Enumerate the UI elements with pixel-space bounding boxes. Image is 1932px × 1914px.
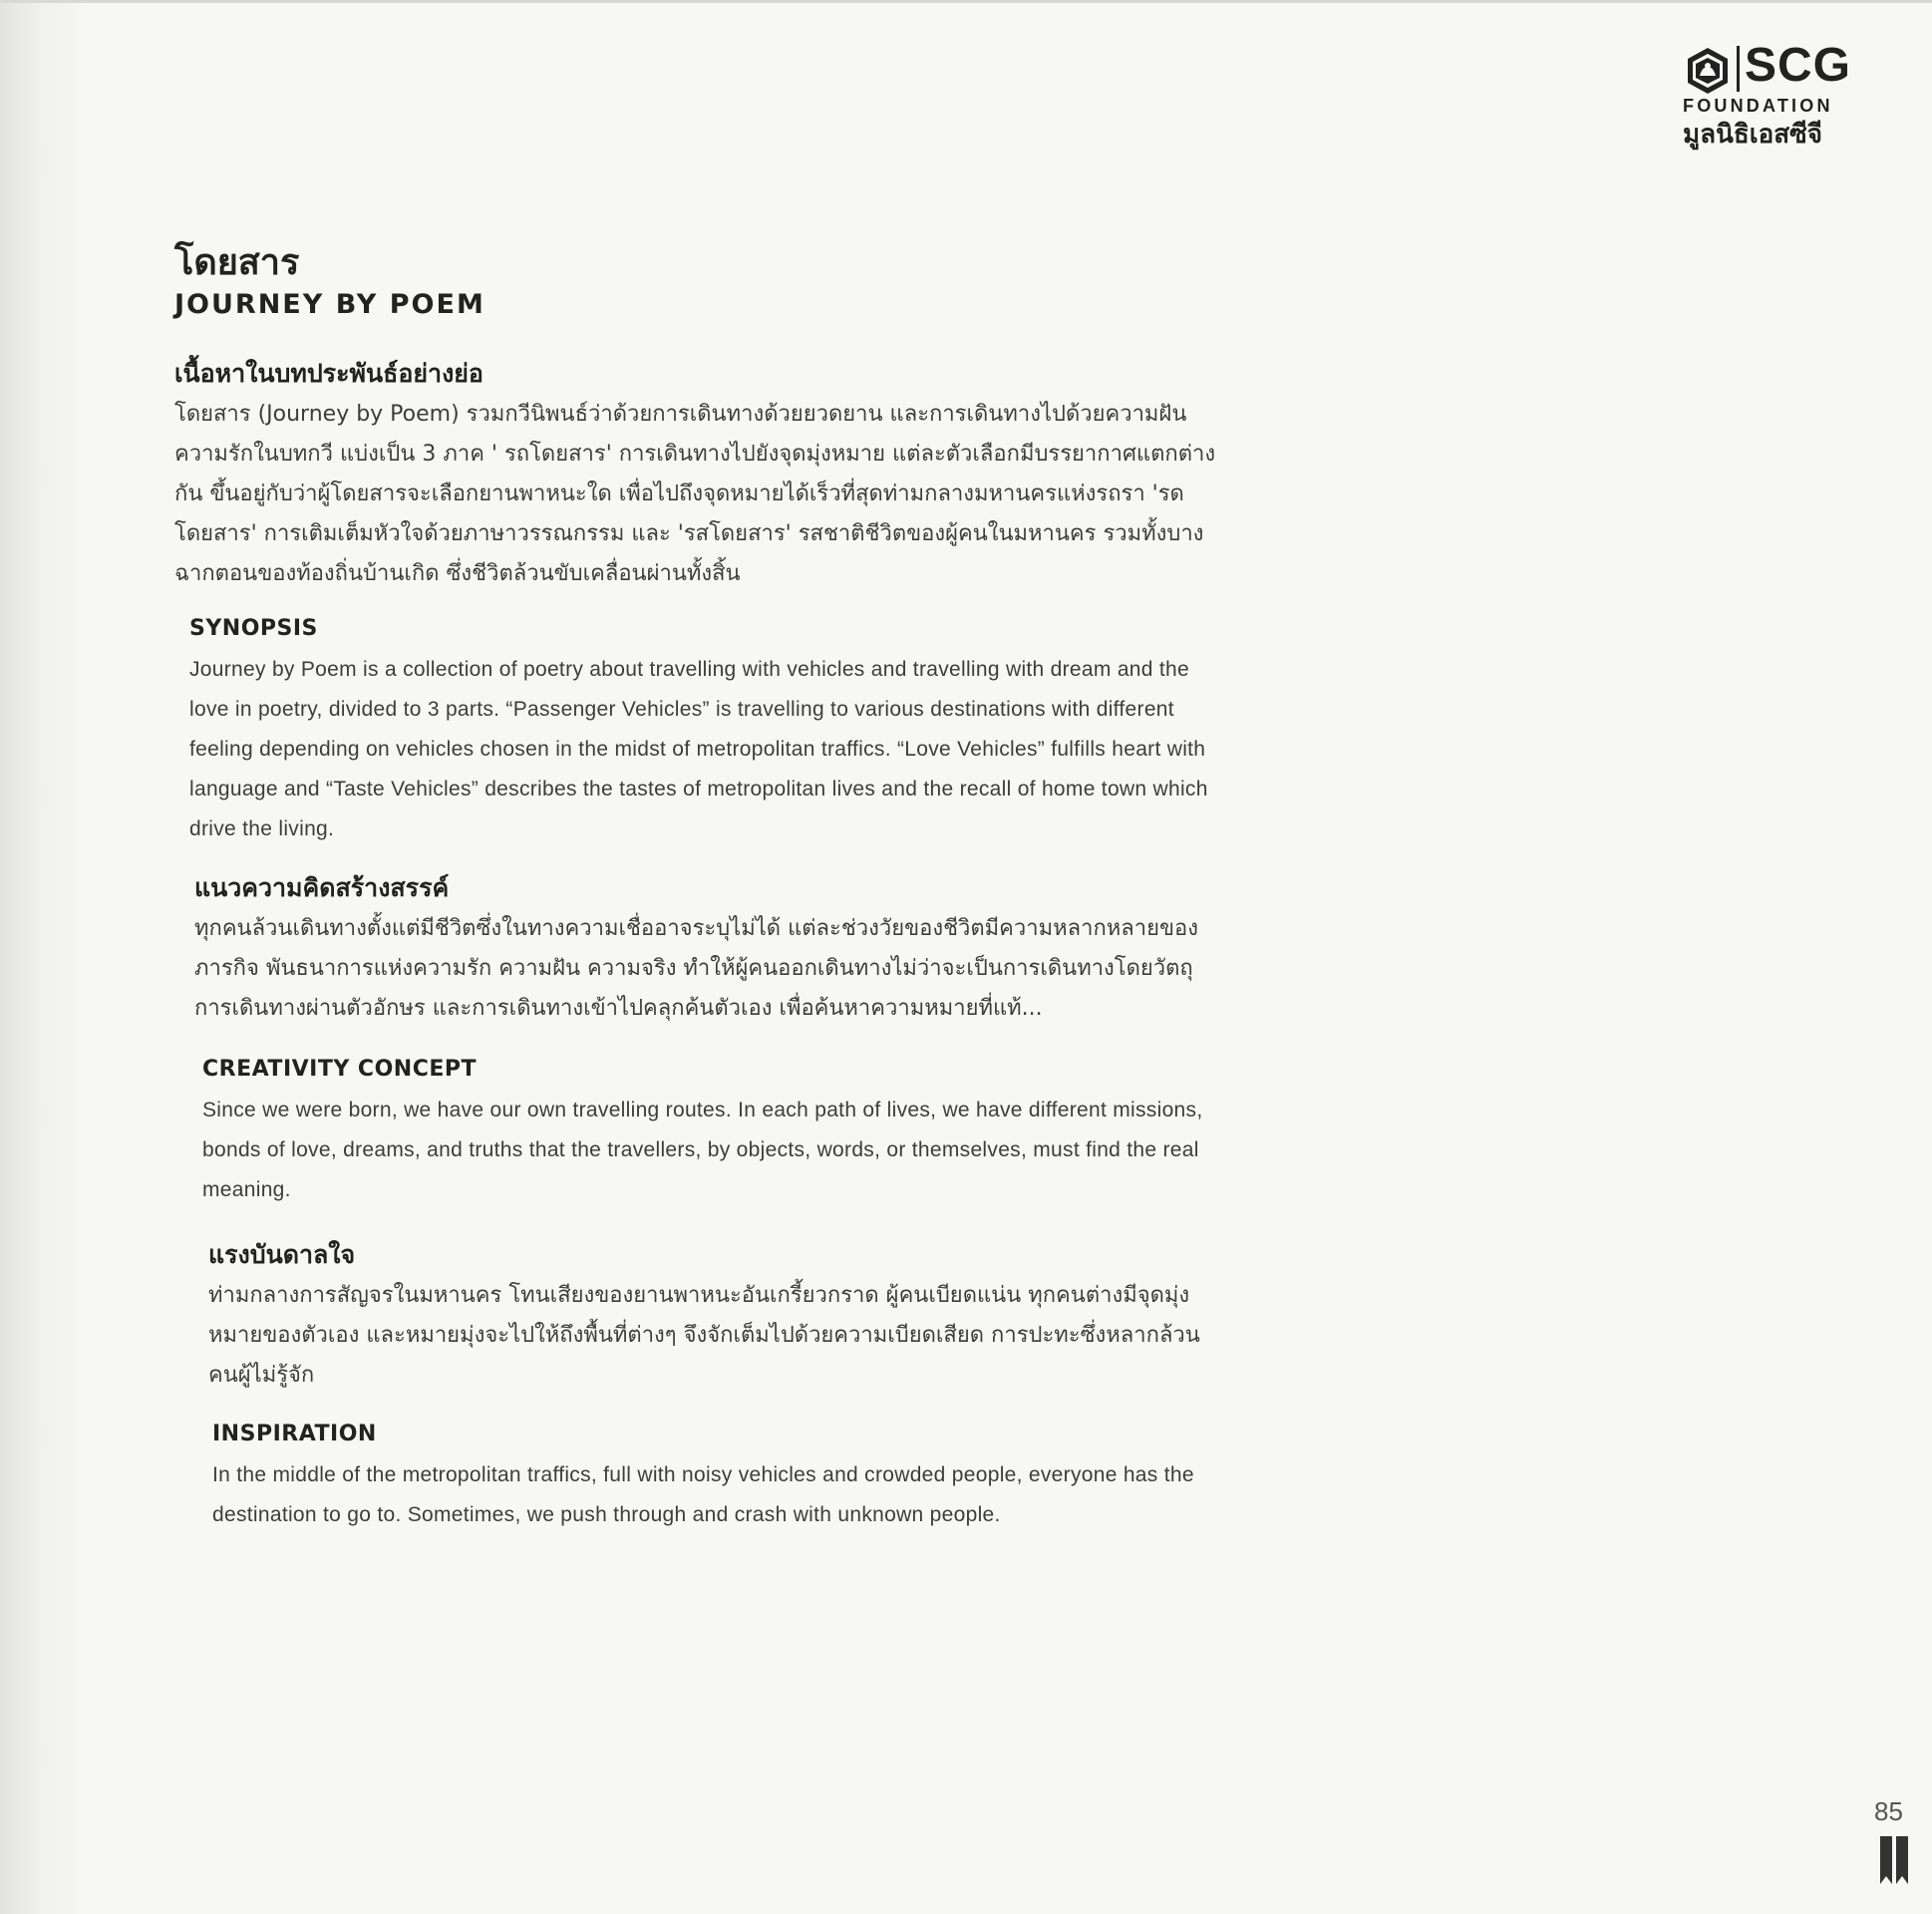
page-title-english: JOURNEY BY POEM [174, 289, 485, 320]
inspiration-thai-body: ท่ามกลางการสัญจรในมหานคร โทนเสียงของยานพาหนะอันเกรี้ยวกราด ผู้คนเบียดแน่น ทุกคนต่างมีจุดมุ่งหมายของตัวเอง และหมายมุ่งจะไปให้ถึงพื้นที่ต่างๆ จึงจักเต็มไปด้วยความเบียดเสียด การปะทะซึ่งหลากล้วนคนผู้ไม่รู้จัก [208, 1283, 1200, 1388]
page-number: 85 [1874, 1796, 1903, 1826]
page-spine-shadow [0, 0, 90, 1914]
inspiration-section [174, 1420, 1216, 1535]
summary-thai-heading: เนื้อหาในบทประพันธ์อย่างย่อ [174, 359, 483, 388]
scg-foundation-logo [1683, 39, 1852, 150]
synopsis-heading: SYNOPSIS [189, 616, 318, 641]
inspiration-thai-section [174, 1238, 1216, 1396]
creativity-concept-body: Since we were born, we have our own travelling routes. In each path of lives, we have different missions, bonds of love, dreams, and truths that the travellers, by objects, words, or themselves, must find the real meaning. [202, 1099, 1203, 1201]
synopsis-section [174, 614, 1216, 849]
concept-thai-heading: แนวความคิดสร้างสรรค์ [194, 873, 450, 902]
inspiration-heading: INSPIRATION [212, 1422, 377, 1446]
logo-thai-text: มูลนิธิเอสซีจี [1683, 120, 1822, 150]
concept-thai-body: ทุกคนล้วนเดินทางตั้งแต่มีชีวิตซึ่งในทางความเชื่ออาจระบุไม่ได้ แต่ละช่วงวัยของชีวิตมีความหลากหลายของภารกิจ พันธนาการแห่งความรัก ความฝัน ความจริง ทำให้ผู้คนออกเดินทางไม่ว่าจะเป็นการเดินทางโดยวัตถุ การเดินทางผ่านตัวอักษร และการเดินทางเข้าไปคลุกค้นตัวเอง เพื่อค้นหาความหมายที่แท้... [194, 916, 1198, 1021]
page-title-thai: โดยสาร [174, 242, 300, 283]
bookmark-icon [1878, 1834, 1912, 1886]
concept-thai-section [174, 871, 1216, 1029]
logo-foundation-text: FOUNDATION [1683, 96, 1833, 116]
inspiration-thai-heading: แรงบันดาลใจ [208, 1240, 356, 1269]
logo-brand-text: SCG [1745, 39, 1852, 92]
summary-thai-section [174, 357, 1216, 594]
page-top-edge [0, 0, 1932, 3]
creativity-concept-heading: CREATIVITY CONCEPT [202, 1057, 477, 1082]
summary-thai-body: โดยสาร (Journey by Poem) รวมกวีนิพนธ์ว่าด้วยการเดินทางด้วยยวดยาน และการเดินทางไปด้วยความฝัน ความรักในบทกวี แบ่งเป็น 3 ภาค ' รถโดยสาร' การเดินทางไปยังจุดมุ่งหมาย แต่ละตัวเลือกมีบรรยากาศแตกต่างกัน ขึ้นอยู่กับว่าผู้โดยสารจะเลือกยานพาหนะใด เพื่อไปถึงจุดหมายได้เร็วที่สุดท่ามกลางมหานครแห่งรถรา 'รดโดยสาร' การเติมเต็มหัวใจด้วยภาษาวรรณกรรม และ 'รสโดยสาร' รสชาติชีวิตของผู้คนในมหานคร รวมทั้งบางฉากตอนของท้องถิ่นบ้านเกิด ซึ่งชีวิตล้วนขับเคลื่อนผ่านทั้งสิ้น [174, 402, 1216, 586]
inspiration-body: In the middle of the metropolitan traffics, full with noisy vehicles and crowded people, everyone has the destination to go to. Sometimes, we push through and crash with unknown people. [212, 1463, 1194, 1526]
synopsis-body: Journey by Poem is a collection of poetry about travelling with vehicles and travelling with dream and the love in poetry, divided to 3 parts. “Passenger Vehicles” is travelling to various destinations with different feeling depending on vehicles chosen in the midst of metropolitan traffics. “Love Vehicles” fulfills heart with language and “Taste Vehicles” describes the tastes of metropolitan lives and the recall of home town which drive the living. [189, 658, 1208, 840]
page-content [174, 241, 1216, 1535]
logo-divider [1737, 46, 1740, 92]
creativity-concept-section [174, 1055, 1216, 1210]
scg-emblem-icon [1683, 46, 1733, 96]
